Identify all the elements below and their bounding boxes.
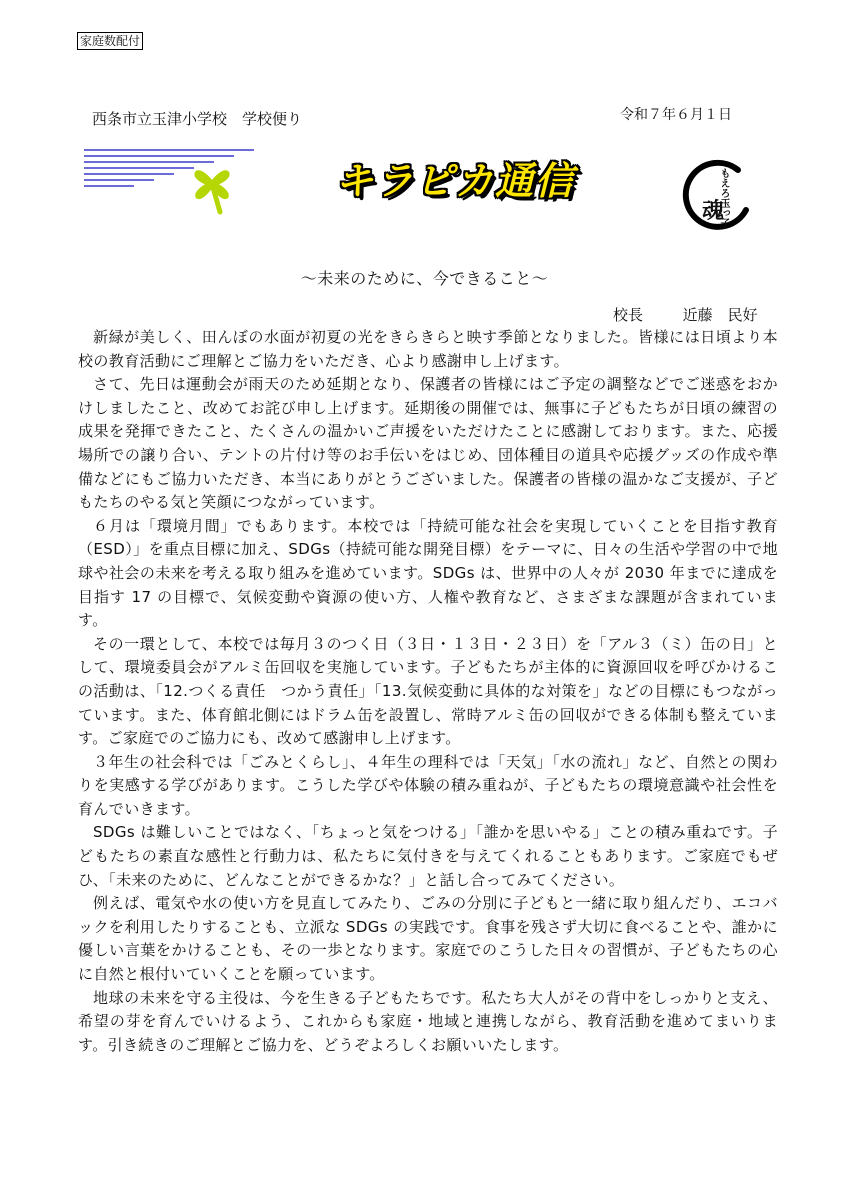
- clover-icon: [186, 156, 238, 216]
- school-name: 西条市立玉津小学校 学校便り: [92, 110, 303, 128]
- paragraph: SDGs は難しいことではなく、「ちょっと気をつける」「誰かを思いやる」ことの積み重ねです。子どもたちの素直な感性と行動力は、私たちに気付きを与えてくれることもあります。ご家庭でもぜひ、「未来のために、どんなことができるかな？」と話し合ってみてください。: [78, 823, 778, 889]
- newsletter-title: キラピカ通信: [334, 159, 575, 203]
- article-heading: ～未来のために、今できること～: [300, 269, 549, 288]
- paragraph: 新緑が美しく、田んぼの水面が初夏の光をきらきらと映す季節となりました。皆様には日頃より本校の教育活動にご理解とご協力をいただき、心より感謝申し上げます。: [78, 328, 778, 370]
- distribution-tag: 家庭数配付: [77, 32, 143, 50]
- paragraph: ６月は「環境月間」でもあります。本校では「持続可能な社会を実現していくことを目指す教育（ESD）」を重点目標に加え、SDGs（持続可能な開発目標）をテーマに、日々の生活や学習の中で地球や社会の未来を考える取り組みを進めています。SDGs は、世界中の人々が 2030 年までに達成を目指す 17 の目標で、気候変動や資源の使い方、人権や教育など、さまざまな課題が含まれています。: [78, 516, 778, 630]
- issue-date: 令和７年６月１日: [620, 107, 732, 123]
- author-line: [613, 304, 758, 325]
- emblem-slogan: もえろ玉っ子: [718, 168, 729, 228]
- paragraph: 例えば、電気や水の使い方を見直してみたり、ごみの分別に子どもと一緒に取り組んだり、エコバックを利用したりすることも、立派な SDGs の実践です。食事を残さず大切に食べることや、誰かに優しい言葉をかけることも、その一歩となります。家庭でのこうした日々の習慣が、子どもたちの心に自然と根付いていくことを願っています。: [78, 894, 778, 984]
- school-emblem: [680, 158, 756, 234]
- author-name: 近藤 民好: [682, 306, 758, 324]
- paragraph: 地球の未来を守る主役は、今を生きる子どもたちです。私たち大人がその背中をしっかりと支え、希望の芽を育んでいけるよう、これからも家庭・地域と連携しながら、教育活動を進めてまいります。引き続きのご理解とご協力を、どうぞよろしくお願いいたします。: [78, 988, 778, 1054]
- newsletter-title-logo: [298, 158, 612, 204]
- paragraph: ３年生の社会科では「ごみとくらし」、４年生の理科では「天気」「水の流れ」など、自然との関わりを実感する学びがあります。こうした学びや体験の積み重ねが、子どもたちの環境意識や社会性を育んでいきます。: [78, 752, 778, 818]
- paragraph: その一環として、本校では毎月３のつく日（３日・１３日・２３日）を「アル３（ミ）缶の日」として、環境委員会がアルミ缶回収を実施しています。子どもたちが主体的に資源回収を呼びかけるこの活動は、「12.つくる責任 つかう責任」「13.気候変動に具体的な対策を」などの目標にもつながっています。また、体育館北側にはドラム缶を設置し、常時アルミ缶の回収ができる体制も整えています。ご家庭でのご協力にも、改めて感謝申し上げます。: [78, 634, 778, 748]
- paragraph: さて、先日は運動会が雨天のため延期となり、保護者の皆様にはご予定の調整などでご迷惑をおかけしましたこと、改めてお詫び申し上げます。延期後の開催では、無事に子どもたちが日頃の練習の成果を発揮できたこと、たくさんの温かいご声援をいただけたことに感謝しております。また、応援場所での譲り合い、テントの片付け等のお手伝いをはじめ、団体種目の道具や応援グッズの作成や準備などにもご協力いただき、本当にありがとうございました。保護者の皆様の温かなご支援が、子どもたちのやる気と笑顔につながっています。: [78, 375, 778, 512]
- author-role: 校長: [613, 306, 644, 324]
- article-body: [78, 326, 778, 1057]
- emblem-character: 魂: [702, 198, 725, 224]
